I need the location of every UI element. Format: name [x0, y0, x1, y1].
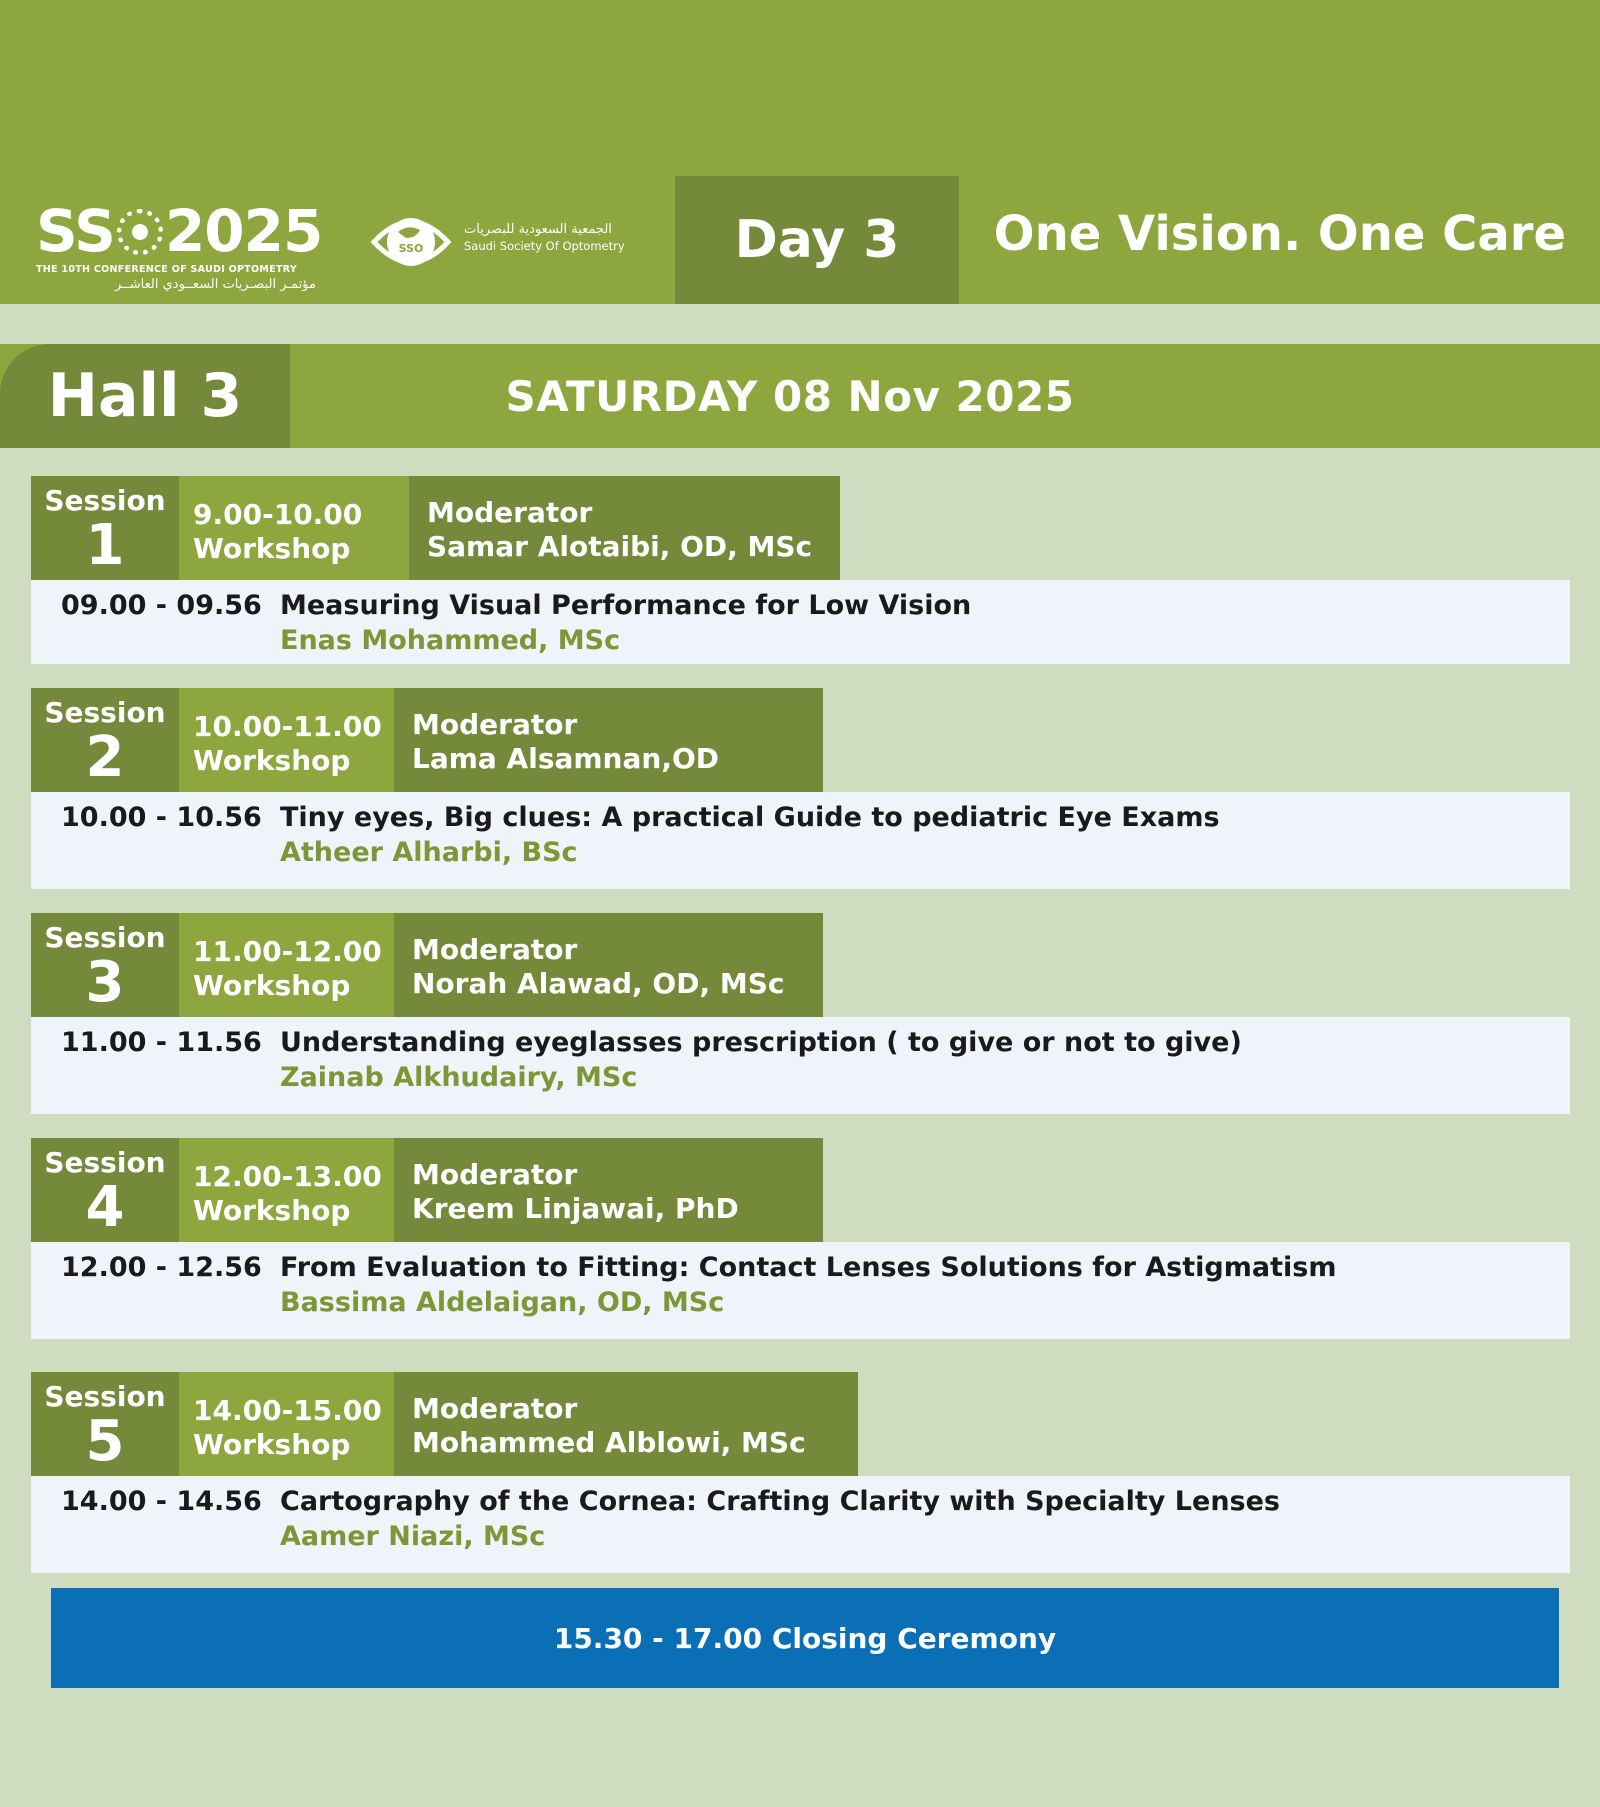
moderator-name: Norah Alawad, OD, MSc — [412, 967, 785, 1000]
session-number-box — [31, 913, 179, 1017]
moderator-name: Samar Alotaibi, OD, MSc — [427, 530, 813, 563]
talk-time: 12.00 - 12.56 — [61, 1252, 262, 1283]
talk-speaker: Aamer Niazi, MSc — [280, 1521, 546, 1552]
session-number: 5 — [85, 1409, 125, 1474]
session-number-box — [31, 1372, 179, 1476]
session-time-range: 12.00-13.00 — [193, 1160, 382, 1193]
day-label: Day 3 — [675, 176, 959, 304]
session-5 — [31, 1372, 1570, 1573]
talk-speaker: Enas Mohammed, MSc — [280, 625, 621, 656]
session-1 — [31, 476, 1570, 664]
moderator-box — [394, 688, 823, 792]
conference-subtitle: THE 10TH CONFERENCE OF SAUDI OPTOMETRY — [36, 264, 297, 275]
session-number: 3 — [85, 950, 125, 1015]
moderator-name: Mohammed Alblowi, MSc — [412, 1426, 806, 1459]
svg-text:SSO: SSO — [398, 242, 424, 255]
session-header — [31, 1138, 1570, 1242]
session-number: 1 — [85, 513, 125, 578]
moderator-label: Moderator — [412, 708, 578, 741]
society-logo — [368, 200, 638, 282]
session-type: Workshop — [193, 1428, 351, 1461]
session-number-box — [31, 688, 179, 792]
session-time-range: 14.00-15.00 — [193, 1394, 382, 1427]
eye-logo-icon — [368, 202, 454, 280]
talk-time: 10.00 - 10.56 — [61, 802, 262, 833]
session-number: 4 — [85, 1175, 125, 1240]
session-header — [31, 913, 1570, 1017]
closing-ceremony-banner: 15.30 - 17.00 Closing Ceremony — [51, 1588, 1559, 1688]
session-label: Session — [44, 921, 166, 954]
talk-row — [31, 1017, 1570, 1114]
talk-row — [31, 1242, 1570, 1339]
moderator-box — [394, 913, 823, 1017]
session-header — [31, 1372, 1570, 1476]
session-label: Session — [44, 696, 166, 729]
session-time-range: 10.00-11.00 — [193, 710, 382, 743]
talk-row — [31, 1476, 1570, 1573]
moderator-label: Moderator — [412, 1158, 578, 1191]
session-time-box — [179, 913, 394, 1017]
society-arabic-name: الجمعية السعودية للبصريات — [464, 222, 612, 237]
society-english-name: Saudi Society Of Optometry — [464, 239, 625, 253]
talk-time: 14.00 - 14.56 — [61, 1486, 262, 1517]
session-type: Workshop — [193, 1194, 351, 1227]
session-header — [31, 476, 1570, 580]
sun-icon — [117, 209, 163, 255]
talk-title: Tiny eyes, Big clues: A practical Guide to pediatric Eye Exams — [280, 802, 1220, 833]
moderator-label: Moderator — [427, 496, 593, 529]
conference-wordmark: SS 2025 — [36, 197, 323, 265]
talk-row — [31, 580, 1570, 664]
session-4 — [31, 1138, 1570, 1339]
session-number-box — [31, 476, 179, 580]
session-label: Session — [44, 1146, 166, 1179]
session-type: Workshop — [193, 744, 351, 777]
talk-time: 09.00 - 09.56 — [61, 590, 262, 621]
conference-logo — [36, 197, 323, 292]
talk-time: 11.00 - 11.56 — [61, 1027, 262, 1058]
session-number: 2 — [85, 725, 125, 790]
talk-speaker: Zainab Alkhudairy, MSc — [280, 1062, 638, 1093]
conference-arabic-name: مؤتمـر البصـريات السعــودي العاشــر — [115, 277, 316, 292]
session-time-range: 9.00-10.00 — [193, 498, 363, 531]
moderator-box — [409, 476, 840, 580]
talk-title: Understanding eyeglasses prescription ( to give or not to give) — [280, 1027, 1242, 1058]
talk-title: Measuring Visual Performance for Low Vision — [280, 590, 972, 621]
session-time-range: 11.00-12.00 — [193, 935, 382, 968]
session-label: Session — [44, 484, 166, 517]
talk-title: Cartography of the Cornea: Crafting Clarity with Specialty Lenses — [280, 1486, 1281, 1517]
session-time-box — [179, 1372, 394, 1476]
moderator-name: Lama Alsamnan,OD — [412, 742, 720, 775]
talk-speaker: Atheer Alharbi, BSc — [280, 837, 578, 868]
talk-speaker: Bassima Aldelaigan, OD, MSc — [280, 1287, 725, 1318]
session-number-box — [31, 1138, 179, 1242]
session-type: Workshop — [193, 532, 351, 565]
session-header — [31, 688, 1570, 792]
talk-row — [31, 792, 1570, 889]
session-label: Session — [44, 1380, 166, 1413]
moderator-label: Moderator — [412, 1392, 578, 1425]
session-2 — [31, 688, 1570, 889]
schedule-date: SATURDAY 08 Nov 2025 — [505, 371, 1075, 421]
session-time-box — [179, 476, 409, 580]
tagline: One Vision. One Care — [993, 206, 1566, 262]
talk-title: From Evaluation to Fitting: Contact Lenses Solutions for Astigmatism — [280, 1252, 1337, 1283]
moderator-label: Moderator — [412, 933, 578, 966]
moderator-box — [394, 1372, 858, 1476]
hall-bar — [0, 344, 1600, 448]
hall-name: Hall 3 — [0, 344, 290, 448]
moderator-box — [394, 1138, 823, 1242]
moderator-name: Kreem Linjawai, PhD — [412, 1192, 739, 1225]
session-3 — [31, 913, 1570, 1114]
session-type: Workshop — [193, 969, 351, 1002]
session-time-box — [179, 1138, 394, 1242]
session-time-box — [179, 688, 394, 792]
